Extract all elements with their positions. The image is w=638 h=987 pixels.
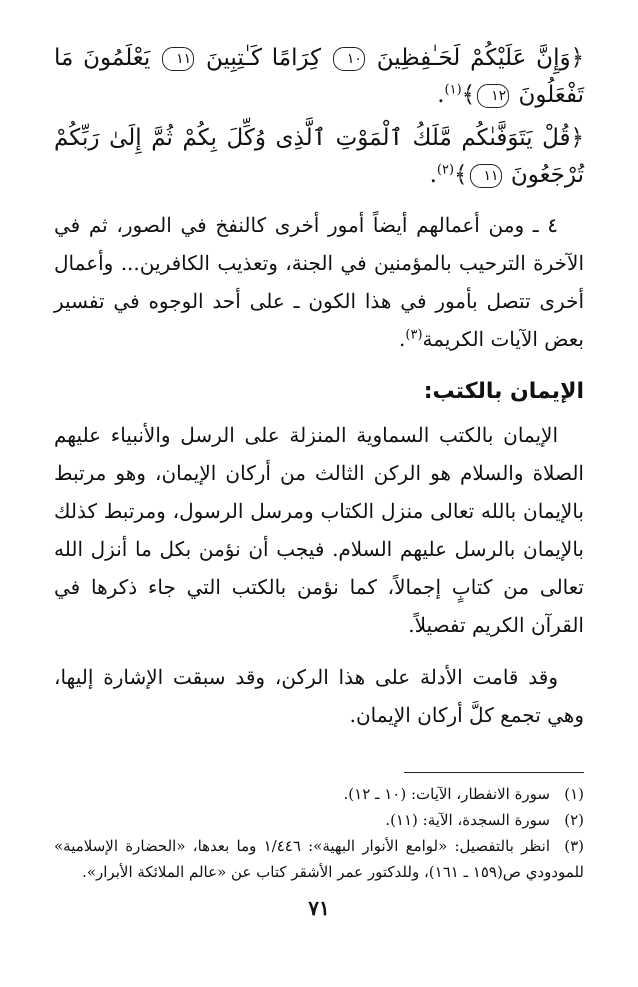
ayah-number-marker: ١١ xyxy=(162,47,194,71)
paragraph-evidence: وقد قامت الأدلة على هذا الركن، وقد سبقت الإشارة إليها، وهي تجمع كلَّ أركان الإيمان. xyxy=(54,665,584,727)
paragraph-text: ٤ ـ ومن أعمالهم أيضاً أمور أخرى كالنفخ في الصور، ثم في الآخرة الترحيب بالمؤمنين في الجنة، وتعذيب الكافرين... وأعمال أخرى تتصل بأمور في هذا الكون ـ على أحد الوجوه في تفسير بعض الآيات الكريمة xyxy=(54,213,584,351)
paragraph-faith-in-books: الإيمان بالكتب السماوية المنزلة على الرسل والأنبياء عليهم الصلاة والسلام هو الركن الثالث من أركان الإيمان، وهو مرتبط بالإيمان بالله تعالى منزل الكتاب ومرسل الرسول، ومرتبط كذلك بالإيمان بالرسل عليهم السلام. فيجب أن نؤمن بكل ما أنزل الله تعالى من كتابٍ إجمالاً، كما نؤمن بالكتب التي جاء ذكرها في القرآن الكريم تفصيلاً. xyxy=(54,423,584,637)
verse-text: كِرَامًا كَـٰتِبِينَ xyxy=(205,45,322,71)
page-number: ٧١ xyxy=(308,896,330,920)
quran-verse-infitar: ﴿وَإِنَّ عَلَيْكُمْ لَحَـٰفِظِينَ ١٠ كِرَامًا كَـٰتِبِينَ ١١ يَعْلَمُونَ مَا تَفْعَلُونَ ١٢﴾$^{(١)}$. xyxy=(54,45,585,108)
footnote-reference[interactable]: (١) xyxy=(444,82,462,98)
section-heading: الإيمان بالكتب: xyxy=(423,379,584,404)
footnote-text: سورة الانفطار، الآيات: (١٠ ـ ١٢). xyxy=(343,785,550,803)
verse-text: ﴿قُلْ يَتَوَفَّىٰكُم مَّلَكُ ٱلْمَوْتِ ٱلَّذِى وُكِّلَ بِكُمْ ثُمَّ إِلَىٰ رَبِّكُمْ تُرْجَعُونَ xyxy=(54,125,584,188)
ayah-number-marker: ١٢ xyxy=(477,84,509,108)
footnote-reference[interactable]: (٣) xyxy=(405,327,423,343)
footnote-2 xyxy=(54,807,584,833)
footnote-separator xyxy=(404,772,584,773)
footnote-1 xyxy=(54,781,584,807)
book-page xyxy=(54,40,584,960)
ayah-number-marker: ١٠ xyxy=(333,47,365,71)
footnote-label: (٢) xyxy=(564,811,584,829)
footnote-3 xyxy=(54,833,584,885)
verse-close-bracket: ﴾ xyxy=(454,162,468,188)
verse-close-bracket: ﴾ xyxy=(461,82,476,108)
footnote-label: (١) xyxy=(564,785,584,803)
ayah-number-marker: ١١ xyxy=(470,164,502,188)
footnote-text: انظر بالتفصيل: «لوامع الأنوار البهية»: ١/٤٤٦ وما بعدها، «الحضارة الإسلامية» للمودودي ص(١٥٩ ـ ١٦١)، وللدكتور عمر الأشقر كتاب عن «عالم الملائكة الأبرار». xyxy=(54,837,584,881)
verse-text: ﴿وَإِنَّ عَلَيْكُمْ لَحَـٰفِظِينَ xyxy=(376,45,585,71)
footnote-reference[interactable]: (٢) xyxy=(436,162,455,178)
footnote-text: سورة السجدة، الآية: (١١). xyxy=(385,811,550,829)
quran-verse-sajdah: ﴿قُلْ يَتَوَفَّىٰكُم مَّلَكُ ٱلْمَوْتِ ٱلَّذِى وُكِّلَ بِكُمْ ثُمَّ إِلَىٰ رَبِّكُمْ تُرْجَعُونَ ١١﴾$^{(٢)}$. xyxy=(54,125,584,188)
footnote-label: (٣) xyxy=(564,837,585,855)
verse-text: يَعْلَمُونَ مَا تَفْعَلُونَ xyxy=(54,45,584,108)
paragraph-angels-deeds xyxy=(54,206,584,358)
paragraph-end-mark: . xyxy=(399,327,406,351)
